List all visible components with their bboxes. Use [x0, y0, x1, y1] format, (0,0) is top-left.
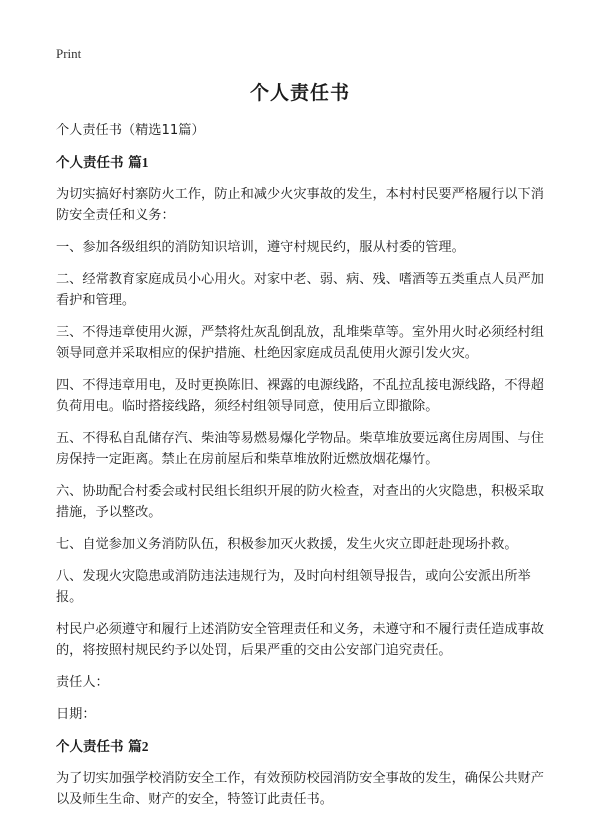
paragraph: 二、经常教育家庭成员小心用火。对家中老、弱、病、残、嗜酒等五类重点人员严加看护和管理。: [56, 272, 544, 308]
section-heading-1: [56, 152, 546, 174]
document-body: [56, 120, 546, 821]
section-heading-number: 2: [141, 739, 149, 754]
paragraph: 三、不得违章使用火源，严禁将灶灰乱倒乱放，乱堆柴草等。室外用火时必须经村组领导同意并采取相应的保护措施、杜绝因家庭成员乱使用火源引发火灾。: [56, 325, 544, 361]
section-heading-text: 个人责任书 篇: [56, 155, 142, 171]
paragraph: 为了切实加强学校消防安全工作，有效预防校园消防安全事故的发生，确保公共财产以及师生生命、财产的安全，特签订此责任书。: [56, 771, 544, 807]
paragraph: 八、发现火灾隐患或消防违法违规行为，及时向村组领导报告，或向公安派出所举报。: [56, 569, 531, 605]
paragraph: 五、不得私自乱储存汽、柴油等易燃易爆化学物品。柴草堆放要远离住房周围、与住房保持一定距离。禁止在房前屋后和柴草堆放附近燃放烟花爆竹。: [56, 431, 544, 467]
page-title: 个人责任书: [249, 82, 350, 104]
print-link[interactable]: Print: [56, 46, 82, 61]
paragraph: 一、参加各级组织的消防知识培训，遵守村规民约，服从村委的管理。: [56, 240, 465, 255]
section-heading-2: [56, 736, 546, 758]
document-subtitle: 个人责任书（精选11篇）: [56, 123, 205, 138]
signature-label: 责任人：: [56, 675, 109, 690]
paragraph: 七、自觉参加义务消防队伍，积极参加灭火救援，发生火灾立即赶赴现场扑救。: [56, 537, 518, 552]
paragraph: 四、不得违章用电，及时更换陈旧、裸露的电源线路，不乱拉乱接电源线路，不得超负荷用电。临时搭接线路，须经村组领导同意，使用后立即撤除。: [56, 378, 544, 414]
date-label: 日期：: [56, 707, 96, 722]
section-heading-text: 个人责任书 篇: [56, 739, 142, 755]
paragraph: 六、协助配合村委会或村民组长组织开展的防火检查，对查出的火灾隐患，积极采取措施，予以整改。: [56, 484, 544, 520]
paragraph: 为切实搞好村寨防火工作，防止和减少火灾事故的发生，本村村民要严格履行以下消防安全责任和义务：: [56, 187, 544, 223]
section-heading-number: 1: [141, 155, 149, 170]
paragraph: 村民户必须遵守和履行上述消防安全管理责任和义务，未遵守和不履行责任造成事故的，将按照村规民约予以处罚，后果严重的交由公安部门追究责任。: [56, 622, 544, 658]
